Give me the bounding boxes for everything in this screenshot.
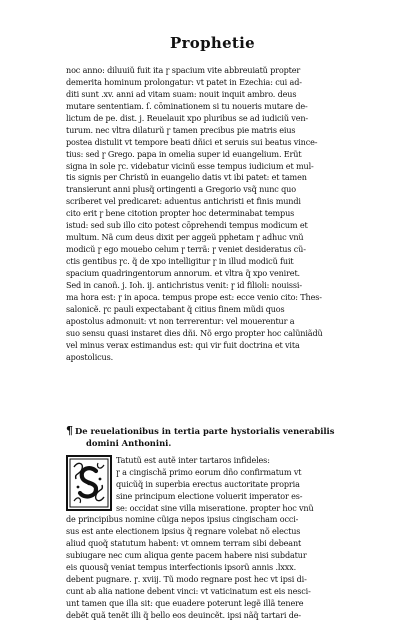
text-line: de principibus nomine cũiga nepos ipsius cingischam occi- bbox=[66, 514, 366, 526]
text-line: postea distulit vt tempore beati dñici et seruis sui beatus vince- bbox=[66, 137, 366, 149]
text-line: mutare sententiam. ſ. cōminationem si tu noueris mutare de- bbox=[66, 101, 366, 113]
text-line: modicŭ ɼ ego mouebo celum ɼ terrã: ɼ veniet desideratus cũ- bbox=[66, 244, 366, 256]
text-line: cunt ab alia natione debent vinci: vt vaticinatum est eis nesci- bbox=[66, 586, 366, 598]
text-line: istud: sed sub illo cito potest cōprehendi tempus modicum et bbox=[66, 220, 366, 232]
text-line: ma hora est: ɼ in apoca. tempus prope est: ecce venio cito: Thes- bbox=[66, 292, 366, 304]
rubric-line: domini Anthonini. bbox=[66, 437, 366, 449]
text-line: apostolicus. bbox=[66, 352, 366, 364]
text-line: noc anno: diluuiŭ fuit ita ɼ spacium vite abbreuiatŭ propter bbox=[66, 65, 366, 77]
rubric-line bbox=[66, 425, 366, 437]
body-text-block-beside-initial bbox=[116, 455, 366, 515]
text-line: apostolus admonuit: vt non terrerentur: vel mouerentur a bbox=[66, 316, 366, 328]
text-line: vel minus verax estimandus est: qui vir fuit doctrina et vita bbox=[66, 340, 366, 352]
floral-initial-ornament bbox=[68, 457, 110, 509]
text-line: se: occidat sine villa miseratione. propter hoc vnũ bbox=[116, 503, 366, 515]
text-line: ctis gentibus ɼc. q̃ de xpo intelligitur ɼ in illud modicŭ fuit bbox=[66, 256, 366, 268]
text-line: eis quousq̃ veniat tempus interfectionis ipsorũ annis .lxxx. bbox=[66, 562, 366, 574]
text-line: scriberet vel predicaret: aduentus antichristi et finis mundi bbox=[66, 196, 366, 208]
text-line: Sed in canoñ. j. Ioh. ij. antichristus venit: ɼ id filioli: nouissi- bbox=[66, 280, 366, 292]
paragraph-mark-icon: ¶ bbox=[66, 424, 73, 437]
text-line: debẽt quã tenẽt illi q̃ bello eos deuincẽt. ipsi nãq̃ tartari de- bbox=[66, 610, 366, 621]
text-line: signa in sole ɼc. videbatur vicinŭ esse tempus iudicium et mul- bbox=[66, 161, 366, 173]
body-text-block bbox=[66, 65, 366, 363]
text-line: unt tamen que illa sit: que euadere poterunt legẽ illã tenere bbox=[66, 598, 366, 610]
section-rubric bbox=[66, 425, 366, 449]
text-line: demerita hominum prolongatur: vt patet in Ezechia: cui ad- bbox=[66, 77, 366, 89]
text-line: cito erit ɼ bene citotion propter hoc determinabat tempus bbox=[66, 208, 366, 220]
text-line: aliud quoq̃ statutum habent: vt omnem terram sibi debeant bbox=[66, 538, 366, 550]
text-line: multum. Nã cum deus dixit per aggeŭ pphetam ɼ adhuc vnŭ bbox=[66, 232, 366, 244]
text-line: subiugare nec cum aliqua gente pacem habere nisi subdatur bbox=[66, 550, 366, 562]
text-line: sus est ante electionem ipsius q̃ regnare volebat nõ electus bbox=[66, 526, 366, 538]
text-line: suo sensu quasi instaret dies dñi. Nõ ergo propter hoc calũniãdũ bbox=[66, 328, 366, 340]
rubric-line-text: De reuelationibus in tertia parte hystorialis venerabilis bbox=[75, 426, 334, 436]
text-line: spacium quadringentorum annorum. et vltra q̃ xpo veniret. bbox=[66, 268, 366, 280]
text-line: diti sunt .xv. anni ad vitam suam: nouit inquit ambro. deus bbox=[66, 89, 366, 101]
text-line: Tatutũ est autẽ inter tartaros infideles: bbox=[116, 455, 366, 467]
body-text-block-continued bbox=[66, 514, 366, 621]
text-line: transierunt anni plusq̃ ortingenti a Gregorio vsq̃ nunc quo bbox=[66, 184, 366, 196]
running-head-title: Prophetie bbox=[170, 34, 255, 52]
text-line: salonicẽ. ɼc pauli expectabant q̃ citius finem mũdi quos bbox=[66, 304, 366, 316]
text-line: tius: sed ɼ Grego. papa in omelia super id euangelium. Erũt bbox=[66, 149, 366, 161]
decorated-initial-s-icon bbox=[66, 455, 112, 511]
text-line: lictum de pe. dist. j. Reuelauit xpo pluribus se ad iudiciŭ ven- bbox=[66, 113, 366, 125]
text-line: quicũq̃ in superbia erectus auctoritate propria bbox=[116, 479, 366, 491]
text-line: sine principum electione voluerit imperator es- bbox=[116, 491, 366, 503]
text-line: tis signis per Christŭ in euangelio datis vt ibi patet: et tamen bbox=[66, 172, 366, 184]
text-line: turum. nec vltra dilaturŭ ɼ tamen precibus pie matris eius bbox=[66, 125, 366, 137]
text-line: ɼ a cingischã primo eorum dño confirmatum vt bbox=[116, 467, 366, 479]
text-line: debent pugnare. ɼ. xviij. Tũ modo regnare post hec vt ipsi di- bbox=[66, 574, 366, 586]
